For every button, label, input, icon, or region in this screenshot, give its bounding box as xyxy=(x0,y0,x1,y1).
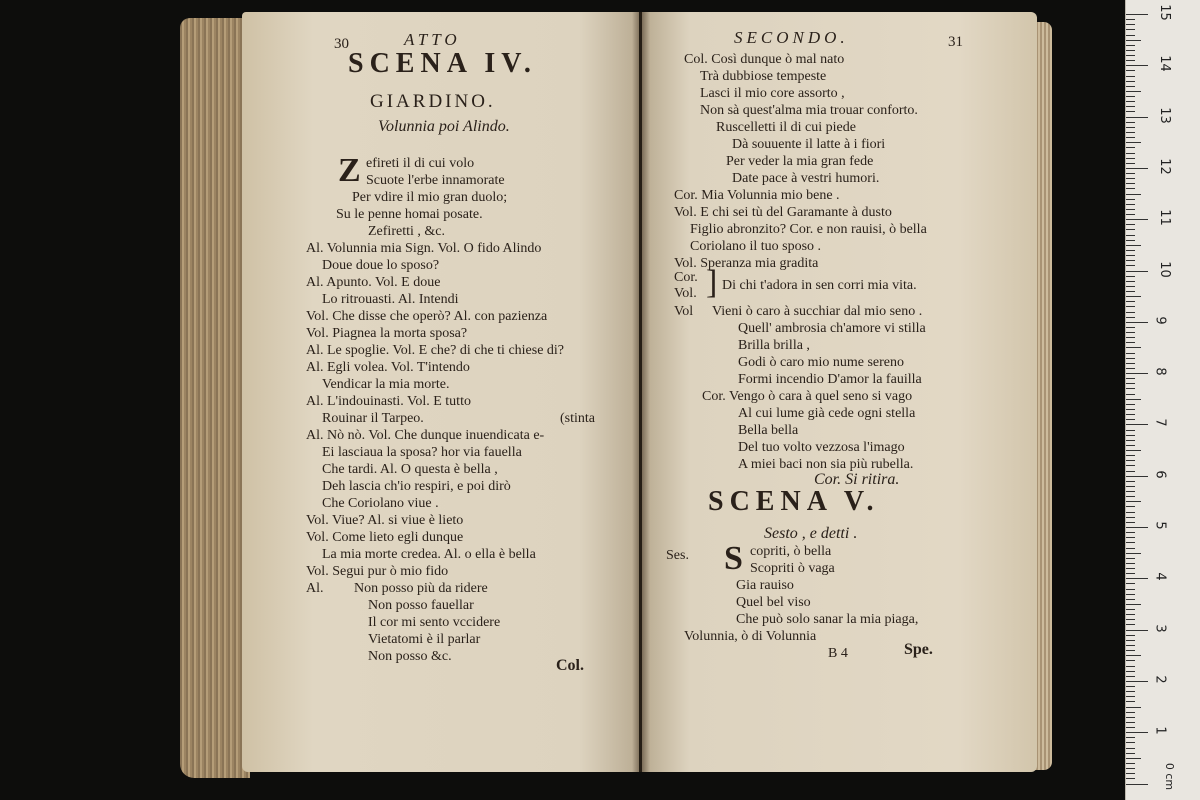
ruler-tick xyxy=(1126,553,1141,554)
text-line: Vol. E chi sei tù del Garamante à dusto xyxy=(674,205,892,220)
ruler-tick xyxy=(1126,96,1135,97)
ruler-tick xyxy=(1126,35,1135,36)
ruler-number: 1 xyxy=(1152,726,1168,735)
ruler-tick xyxy=(1126,106,1135,107)
ruler-tick xyxy=(1126,645,1135,646)
ruler-tick xyxy=(1126,527,1148,528)
ruler-tick xyxy=(1126,506,1135,507)
ruler-tick xyxy=(1126,132,1135,133)
ruler-tick xyxy=(1126,660,1135,661)
text-line: Al. Nò nò. Vol. Che dunque inuendicata e- xyxy=(306,428,545,443)
ruler-tick xyxy=(1126,122,1135,123)
text-line: La mia morte credea. Al. o ella è bella xyxy=(322,547,536,562)
ruler-number: 15 xyxy=(1156,4,1172,21)
ruler-tick xyxy=(1126,199,1135,200)
text-line: Al. Volunnia mia Sign. Vol. O fido Alindo xyxy=(306,241,542,256)
ruler-tick xyxy=(1126,614,1135,615)
text-line: Formi incendio D'amor la fauilla xyxy=(738,372,922,387)
text-line: Vol. Speranza mia gradita xyxy=(674,256,819,271)
text-line: efireti il di cui volo xyxy=(366,156,475,171)
ruler-tick xyxy=(1126,532,1135,533)
ruler-tick xyxy=(1126,214,1135,215)
ruler-tick xyxy=(1126,491,1135,492)
ruler-tick xyxy=(1126,768,1135,769)
ruler-unit: 0 cm xyxy=(1163,762,1177,791)
ruler-tick xyxy=(1126,717,1135,718)
ruler-tick xyxy=(1126,224,1135,225)
scene-place: GIARDINO. xyxy=(370,91,496,112)
catchword-left: Col. xyxy=(556,657,584,674)
ruler-tick xyxy=(1126,686,1135,687)
text-line: Per vdire il mio gran duolo; xyxy=(352,190,508,205)
ruler-tick xyxy=(1126,599,1135,600)
ruler-tick xyxy=(1126,178,1135,179)
ruler-tick xyxy=(1126,589,1135,590)
ruler-tick xyxy=(1126,465,1135,466)
ruler-tick xyxy=(1126,635,1135,636)
ruler-tick xyxy=(1126,373,1148,374)
text-line: Al. Egli volea. Vol. T'intendo xyxy=(306,360,470,375)
ruler-tick xyxy=(1126,742,1135,743)
ruler-tick xyxy=(1126,240,1135,241)
text-line: Vol. Piagnea la morta sposa? xyxy=(306,326,468,341)
text-line: Non posso fauellar xyxy=(368,598,474,613)
ruler-tick xyxy=(1126,245,1141,246)
text-line: copriti, ò bella xyxy=(750,544,832,559)
text-line: Bella bella xyxy=(738,423,799,438)
ruler-tick xyxy=(1126,45,1135,46)
ruler-tick xyxy=(1126,460,1135,461)
text-line: Del tuo volto vezzosa l'imago xyxy=(738,440,905,455)
ruler-number: 4 xyxy=(1152,572,1168,581)
ruler-tick xyxy=(1126,563,1135,564)
text-line: Vol. Che disse che operò? Al. con pazienza xyxy=(306,309,548,324)
ruler-tick xyxy=(1126,624,1135,625)
ruler-tick xyxy=(1126,142,1141,143)
text-line: Che tardi. Al. O questa è bella , xyxy=(322,462,498,477)
ruler-tick xyxy=(1126,265,1135,266)
scene-persons-left: Volunnia poi Alindo. xyxy=(378,118,510,135)
ruler-number: 12 xyxy=(1156,158,1172,175)
text-line: Ruscelletti il di cui piede xyxy=(716,120,856,135)
text-line: Deh lascia ch'io respiri, e poi dirò xyxy=(322,479,511,494)
ruler-tick xyxy=(1126,609,1135,610)
ruler-tick xyxy=(1126,219,1148,220)
page-edges-left xyxy=(180,18,250,778)
ruler-tick xyxy=(1126,573,1135,574)
text-line: Non posso &c. xyxy=(368,649,452,664)
open-book xyxy=(180,12,1060,782)
ruler-tick xyxy=(1126,501,1141,502)
text-line: Coriolano il tuo sposo . xyxy=(690,239,822,254)
text-line: Col. Così dunque ò mal nato xyxy=(684,52,845,67)
ruler-number: 11 xyxy=(1156,209,1172,226)
text-line: Al. Apunto. Vol. E doue xyxy=(306,275,441,290)
ruler-tick xyxy=(1126,127,1135,128)
left-running-head: ATTO xyxy=(404,30,461,49)
ruler-tick xyxy=(1126,117,1148,118)
ruler-tick xyxy=(1126,594,1135,595)
ruler-tick xyxy=(1126,353,1135,354)
text-line: Scopriti ò vaga xyxy=(750,561,835,576)
ruler-tick xyxy=(1126,281,1135,282)
ruler-tick xyxy=(1126,60,1135,61)
ruler-tick xyxy=(1126,394,1135,395)
text-line: Doue doue lo sposo? xyxy=(322,258,440,273)
text-line: Quel bel viso xyxy=(736,595,811,610)
ruler-tick xyxy=(1126,19,1135,20)
drop-cap-z: Z xyxy=(338,152,361,189)
ruler-tick xyxy=(1126,548,1135,549)
text-line: Vieni ò caro à succhiar dal mio seno . xyxy=(712,304,923,319)
ruler-tick xyxy=(1126,388,1135,389)
ruler-tick xyxy=(1126,76,1135,77)
text-line: Per veder la mia gran fede xyxy=(726,154,874,169)
ruler-tick xyxy=(1126,419,1135,420)
text-line: Lasci il mio core assorto , xyxy=(700,86,845,101)
ruler-tick xyxy=(1126,758,1141,759)
text-line: Vol. xyxy=(674,286,697,301)
text-line: Figlio abronzito? Cor. e non rauisi, ò bella xyxy=(690,222,927,237)
text-line: Vol xyxy=(674,304,694,319)
text-line: Non posso più da ridere xyxy=(354,581,488,596)
ruler-tick xyxy=(1126,229,1135,230)
ruler-number: 8 xyxy=(1152,367,1168,376)
ruler-tick xyxy=(1126,414,1135,415)
ruler-tick xyxy=(1126,317,1135,318)
ruler-tick xyxy=(1126,163,1135,164)
ruler-tick xyxy=(1126,732,1148,733)
text-line: Rouinar il Tarpeo. xyxy=(322,411,424,426)
ruler-tick xyxy=(1126,183,1135,184)
ruler-tick xyxy=(1126,517,1135,518)
ruler-tick xyxy=(1126,337,1135,338)
ruler-tick xyxy=(1126,55,1135,56)
ruler-tick xyxy=(1126,666,1135,667)
bracket-glyph: ] xyxy=(706,264,718,301)
ruler-tick xyxy=(1126,291,1135,292)
ruler-tick xyxy=(1126,430,1135,431)
ruler-tick xyxy=(1126,737,1135,738)
signature-mark: B 4 xyxy=(828,646,848,661)
left-page xyxy=(242,12,639,772)
ruler-tick xyxy=(1126,707,1141,708)
ruler-number: 3 xyxy=(1152,623,1168,633)
ruler-number: 5 xyxy=(1152,521,1168,530)
text-line: Al. xyxy=(306,581,324,596)
ruler-tick xyxy=(1126,471,1135,472)
ruler-tick xyxy=(1126,404,1135,405)
ruler-tick xyxy=(1126,496,1135,497)
ruler-tick xyxy=(1126,455,1135,456)
ruler-tick xyxy=(1126,476,1148,477)
ruler-tick xyxy=(1126,296,1141,297)
text-line: Lo ritrouasti. Al. Intendi xyxy=(322,292,459,307)
ruler-tick xyxy=(1126,188,1135,189)
ruler-tick xyxy=(1126,327,1135,328)
text-line: Il cor mi sento vccidere xyxy=(368,615,501,630)
text-line: Zefiretti , &c. xyxy=(368,224,445,239)
ruler-tick xyxy=(1126,630,1148,631)
speaker-label: Ses. xyxy=(666,548,689,563)
text-line: Date pace à vestri humori. xyxy=(732,171,880,186)
ruler-tick xyxy=(1126,383,1135,384)
ruler-tick xyxy=(1126,168,1148,169)
ruler-tick xyxy=(1126,424,1148,425)
catchword-right: Spe. xyxy=(904,641,933,658)
ruler-tick xyxy=(1126,778,1135,779)
ruler-tick xyxy=(1126,153,1135,154)
text-line: Non sà quest'alma mia trouar conforto. xyxy=(700,103,918,118)
text-line: Che Coriolano viue . xyxy=(322,496,439,511)
ruler-tick xyxy=(1126,537,1135,538)
text-line: Gia rauiso xyxy=(736,578,794,593)
ruler-tick xyxy=(1126,50,1135,51)
ruler-tick xyxy=(1126,399,1141,400)
ruler-tick xyxy=(1126,722,1135,723)
ruler-number: 6 xyxy=(1152,470,1168,479)
text-line: A miei baci non sia più rubella. xyxy=(738,457,914,472)
ruler-tick xyxy=(1126,276,1135,277)
ruler-number: 13 xyxy=(1156,106,1172,124)
ruler-tick xyxy=(1126,204,1135,205)
ruler-tick xyxy=(1126,445,1135,446)
ruler-tick xyxy=(1126,481,1135,482)
text-line: (stinta xyxy=(560,411,595,426)
ruler-tick xyxy=(1126,568,1135,569)
text-line: Trà dubbiose tempeste xyxy=(700,69,827,84)
text-line: Ei lasciaua la sposa? hor via fauella xyxy=(322,445,522,460)
ruler-tick xyxy=(1126,542,1135,543)
text-line: Al cui lume già cede ogni stella xyxy=(738,406,916,421)
measuring-ruler xyxy=(1125,0,1200,800)
text-line: Al. L'indouinasti. Vol. E tutto xyxy=(306,394,471,409)
text-line: Vol. Come lieto egli dunque xyxy=(306,530,464,545)
ruler-tick xyxy=(1126,209,1135,210)
ruler-tick xyxy=(1126,332,1135,333)
ruler-tick xyxy=(1126,250,1135,251)
text-line: Vol. Viue? Al. si viue è lieto xyxy=(306,513,464,528)
ruler-tick xyxy=(1126,435,1135,436)
text-line: Quell' ambrosia ch'amore vi stilla xyxy=(738,321,926,336)
ruler-number: 2 xyxy=(1152,675,1168,684)
ruler-tick xyxy=(1126,558,1135,559)
ruler-tick xyxy=(1126,40,1141,41)
ruler-tick xyxy=(1126,727,1135,728)
ruler-number: 10 xyxy=(1156,260,1172,278)
right-page-number: 31 xyxy=(948,34,963,50)
ruler-tick xyxy=(1126,101,1135,102)
ruler-tick xyxy=(1126,342,1135,343)
ruler-tick xyxy=(1126,650,1135,651)
ruler-tick xyxy=(1126,286,1135,287)
text-line: Cor. Mia Volunnia mio bene . xyxy=(674,188,840,203)
ruler-tick xyxy=(1126,29,1135,30)
ruler-tick xyxy=(1126,368,1135,369)
text-line: Di chi t'adora in sen corri mia vita. xyxy=(722,278,917,293)
ruler-tick xyxy=(1126,271,1148,272)
text-line: Al. Le spoglie. Vol. E che? di che ti chiese di? xyxy=(306,343,565,358)
ruler-tick xyxy=(1126,712,1135,713)
text-line: Vol. Segui pur ò mio fido xyxy=(306,564,449,579)
ruler-tick xyxy=(1126,255,1135,256)
ruler-tick xyxy=(1126,681,1148,682)
ruler-tick xyxy=(1126,671,1135,672)
ruler-tick xyxy=(1126,753,1135,754)
scene-persons-right: Sesto , e detti . xyxy=(764,525,858,542)
ruler-tick xyxy=(1126,322,1148,323)
ruler-tick xyxy=(1126,763,1135,764)
left-page-number: 30 xyxy=(334,36,349,52)
text-line: Volunnia, ò di Volunnia xyxy=(684,629,817,644)
ruler-number: 7 xyxy=(1152,418,1168,428)
ruler-tick xyxy=(1126,578,1148,579)
ruler-tick xyxy=(1126,696,1135,697)
right-running-head: SECONDO. xyxy=(734,28,849,47)
ruler-tick xyxy=(1126,81,1135,82)
ruler-tick xyxy=(1126,676,1135,677)
ruler-tick xyxy=(1126,583,1135,584)
ruler-tick xyxy=(1126,306,1135,307)
ruler-tick xyxy=(1126,301,1135,302)
ruler-tick xyxy=(1126,512,1135,513)
ruler-tick xyxy=(1126,173,1135,174)
ruler-tick xyxy=(1126,409,1135,410)
drop-cap-s: S xyxy=(724,540,743,577)
stage-direction: Cor. Si ritira. xyxy=(814,471,900,488)
ruler-tick xyxy=(1126,158,1135,159)
text-line: Godi ò caro mio nume sereno xyxy=(738,355,905,370)
ruler-tick xyxy=(1126,655,1141,656)
ruler-number: 9 xyxy=(1152,316,1168,325)
ruler-tick xyxy=(1126,91,1141,92)
ruler-tick xyxy=(1126,363,1135,364)
text-line: Scuote l'erbe innamorate xyxy=(366,173,505,188)
scene-heading-v: SCENA V. xyxy=(708,486,880,517)
ruler-tick xyxy=(1126,486,1135,487)
ruler-tick xyxy=(1126,691,1135,692)
ruler-tick xyxy=(1126,748,1135,749)
ruler-tick xyxy=(1126,147,1135,148)
ruler-tick xyxy=(1126,358,1135,359)
ruler-tick xyxy=(1126,784,1148,785)
ruler-tick xyxy=(1126,260,1135,261)
ruler-tick xyxy=(1126,70,1135,71)
ruler-tick xyxy=(1126,65,1148,66)
ruler-tick xyxy=(1126,440,1135,441)
ruler-tick xyxy=(1126,111,1135,112)
ruler-tick xyxy=(1126,14,1148,15)
book-gutter xyxy=(632,12,650,772)
ruler-tick xyxy=(1126,701,1135,702)
text-line: Brilla brilla , xyxy=(738,338,810,353)
text-line: Cor. xyxy=(674,270,698,285)
ruler-tick xyxy=(1126,378,1135,379)
ruler-tick xyxy=(1126,86,1135,87)
scene-heading-iv: SCENA IV. xyxy=(348,48,537,79)
text-line: Vendicar la mia morte. xyxy=(322,377,450,392)
ruler-tick xyxy=(1126,619,1135,620)
ruler-tick xyxy=(1126,604,1141,605)
ruler-number: 14 xyxy=(1156,55,1172,73)
ruler-tick xyxy=(1126,24,1135,25)
text-line: Vietatomi è il parlar xyxy=(368,632,481,647)
ruler-tick xyxy=(1126,235,1135,236)
ruler-tick xyxy=(1126,347,1141,348)
ruler-tick xyxy=(1126,773,1135,774)
ruler-tick xyxy=(1126,450,1141,451)
text-line: Dà souuente il latte à i fiori xyxy=(732,137,886,152)
text-line: Cor. Vengo ò cara à quel seno si vago xyxy=(702,389,913,404)
ruler-tick xyxy=(1126,137,1135,138)
ruler-tick xyxy=(1126,640,1135,641)
right-page xyxy=(642,12,1037,772)
ruler-tick xyxy=(1126,522,1135,523)
text-line: Che può solo sanar la mia piaga, xyxy=(736,612,919,627)
ruler-tick xyxy=(1126,312,1135,313)
text-line: Su le penne homai posate. xyxy=(336,207,483,222)
ruler-tick xyxy=(1126,194,1141,195)
